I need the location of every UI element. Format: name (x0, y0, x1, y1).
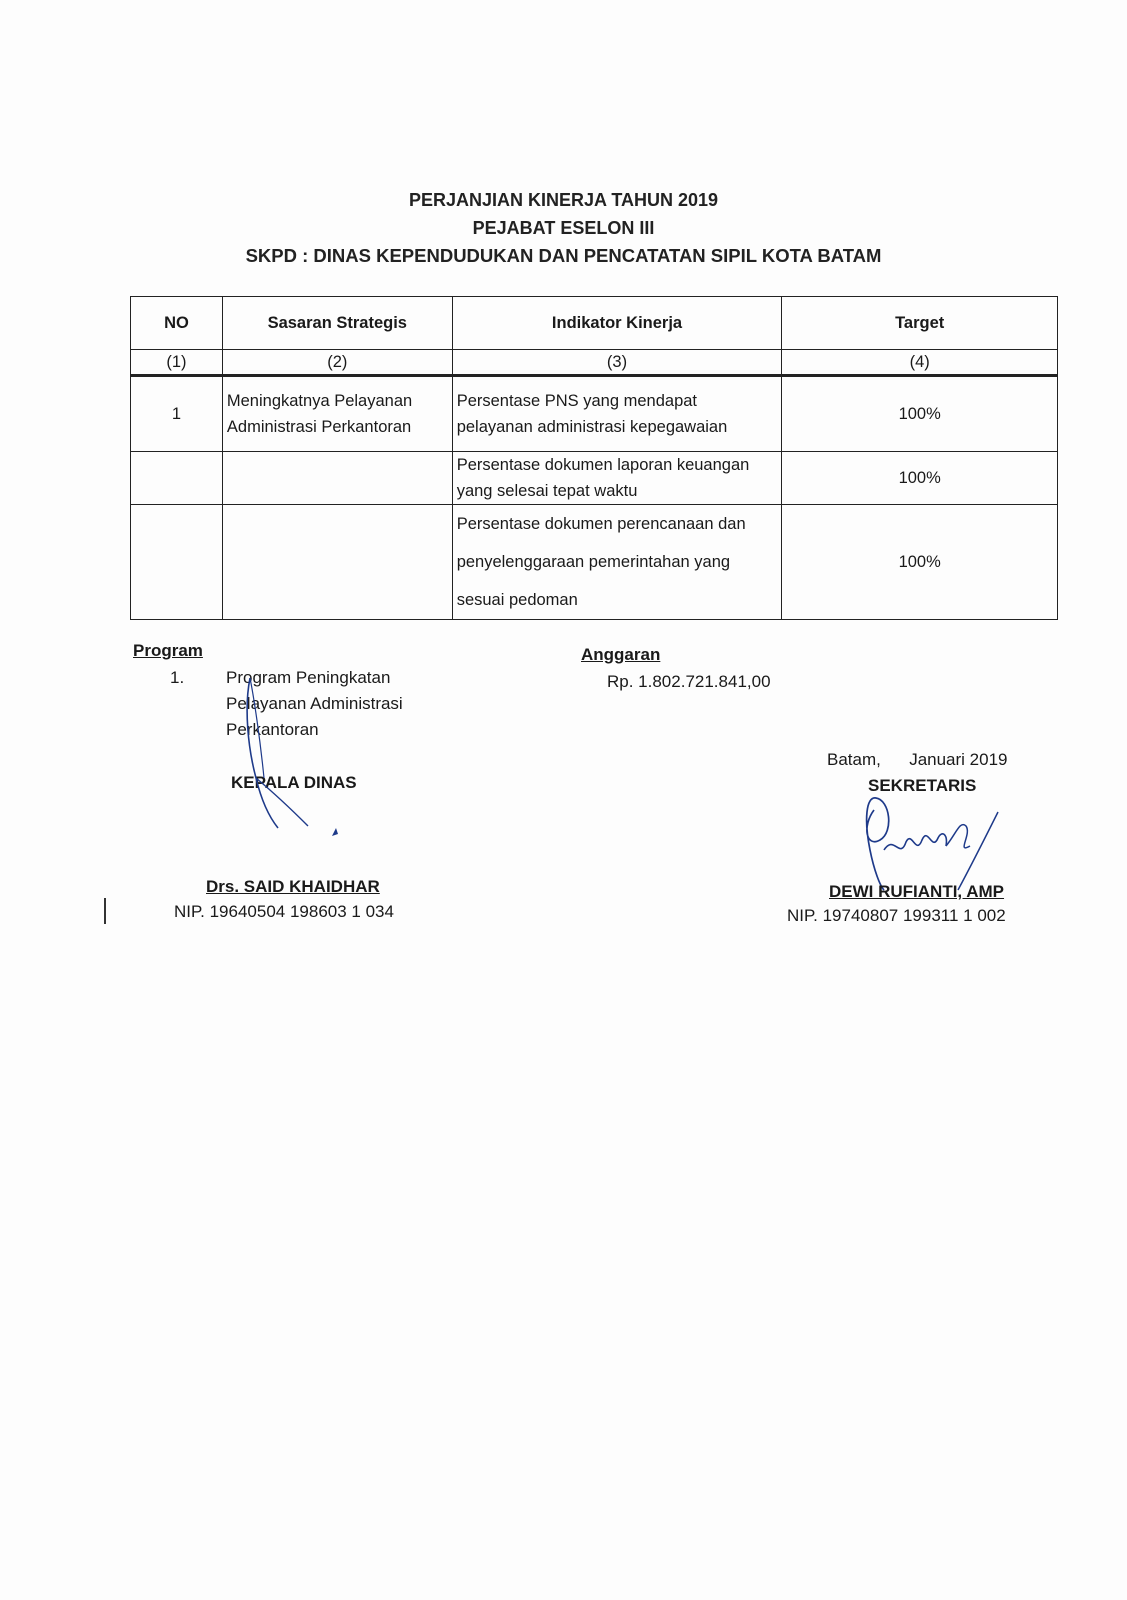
right-signatory-name: DEWI RUFIANTI, AMP (829, 882, 1005, 901)
document-subtitle: PEJABAT ESELON III (472, 218, 655, 238)
indikator-cell (452, 505, 782, 620)
left-signatory-name: Drs. SAID KHAIDHAR (206, 877, 380, 896)
column-number: (3) (452, 350, 782, 376)
target-cell: 100% (782, 376, 1058, 452)
indikator-cell (452, 376, 782, 452)
right-signatory-role: SEKRETARIS (868, 776, 977, 795)
left-signature-graphic (230, 668, 350, 858)
left-signatory-nip: NIP. 19640504 198603 1 034 (174, 902, 394, 921)
row-number: 1 (131, 376, 223, 452)
place-date: Batam, Januari 2019 (827, 750, 1008, 769)
indikator-text: sesuai pedoman (456, 591, 578, 609)
column-number: (4) (782, 350, 1058, 376)
column-number: (1) (131, 350, 223, 376)
table-row (131, 376, 1058, 452)
program-number: 1. (170, 668, 185, 687)
column-header-sasaran: Sasaran Strategis (222, 297, 452, 350)
left-signatory-role: KEPALA DINAS (231, 773, 357, 792)
document-title: PERJANJIAN KINERJA TAHUN 2019 (408, 190, 719, 210)
program-line: Pelayanan Administrasi (226, 694, 403, 713)
table-header-row (131, 297, 1058, 350)
indikator-cell (452, 452, 782, 505)
sasaran-cell (222, 376, 452, 452)
program-line: Perkantoran (226, 720, 319, 739)
sasaran-text: Meningkatnya Pelayanan (226, 392, 413, 410)
row-number (131, 452, 223, 505)
program-label: Program (133, 641, 203, 660)
indikator-text: Persentase PNS yang mendapat (456, 392, 698, 410)
column-header-indikator: Indikator Kinerja (452, 297, 782, 350)
program-line: Program Peningkatan (226, 668, 391, 687)
indikator-text: Persentase dokumen laporan keuangan (456, 456, 750, 474)
indikator-text: Persentase dokumen perencanaan dan (456, 515, 746, 533)
column-header-target: Target (782, 297, 1058, 350)
table-row (131, 452, 1058, 505)
target-cell: 100% (782, 452, 1058, 505)
indikator-text: pelayanan administrasi kepegawaian (456, 418, 728, 436)
column-header-no: NO (131, 297, 223, 350)
indikator-text: yang selesai tepat waktu (456, 482, 638, 500)
performance-table (130, 296, 1058, 620)
anggaran-label: Anggaran (581, 645, 661, 664)
row-number (131, 505, 223, 620)
document-skpd: SKPD : DINAS KEPENDUDUKAN DAN PENCATATAN SIPIL KOTA BATAM (245, 245, 882, 266)
target-cell: 100% (782, 505, 1058, 620)
sasaran-cell (222, 505, 452, 620)
sasaran-text: Administrasi Perkantoran (226, 418, 412, 436)
column-number: (2) (222, 350, 452, 376)
margin-mark (104, 898, 106, 924)
indikator-text: penyelenggaraan pemerintahan yang (456, 553, 731, 571)
table-row (131, 505, 1058, 620)
table-numbering-row (131, 350, 1058, 376)
sasaran-cell (222, 452, 452, 505)
right-signatory-nip: NIP. 19740807 199311 1 002 (787, 906, 1006, 925)
anggaran-value: Rp. 1.802.721.841,00 (607, 672, 771, 691)
